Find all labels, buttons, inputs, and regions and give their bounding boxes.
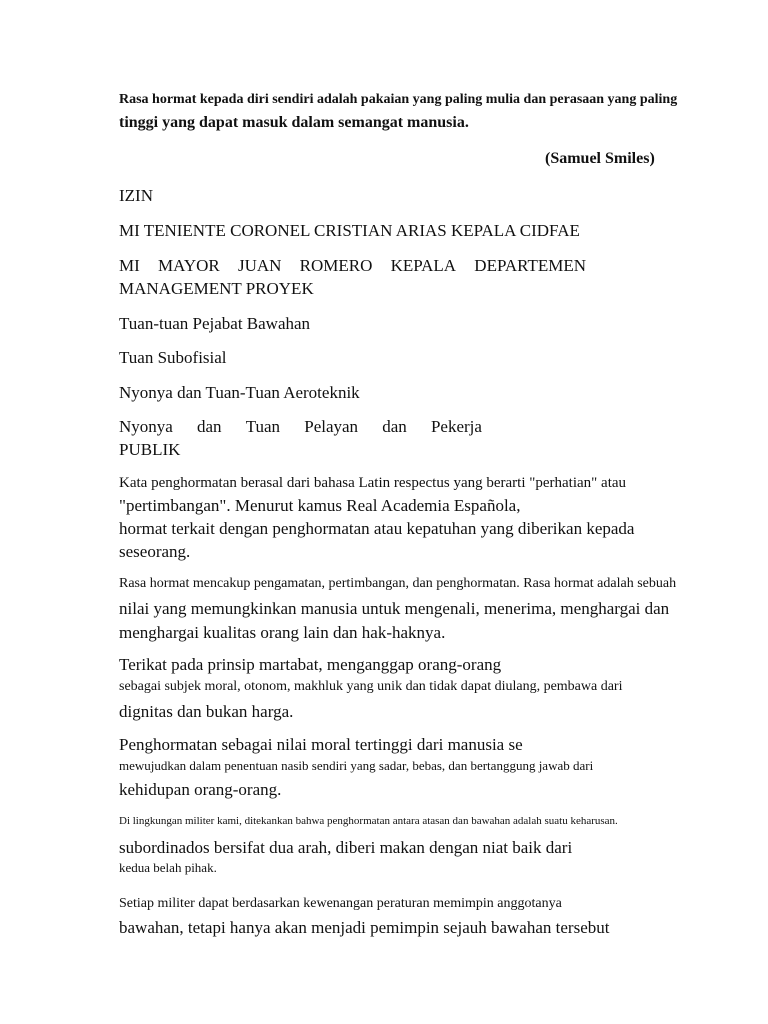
word: Tuan (245, 417, 281, 436)
salutation-line-3: MANAGEMENT PROYEK (119, 279, 314, 298)
paragraph-2-line-3: menghargai kualitas orang lain dan hak-haknya. (119, 623, 446, 642)
paragraph-4-line-1: Penghormatan sebagai nilai moral tertinggi dari manusia se (119, 735, 523, 754)
izin-heading: IZIN (119, 186, 153, 205)
word: dan (382, 417, 407, 436)
paragraph-3-line-1: Terikat pada prinsip martabat, menganggap orang-orang (119, 655, 502, 674)
paragraph-3-line-2: sebagai subjek moral, otonom, makhluk yang unik dan tidak dapat diulang, pembawa dari (119, 679, 623, 694)
quote-line-1: Rasa hormat kepada diri sendiri adalah pakaian yang paling mulia dan perasaan yang paling (119, 92, 678, 107)
paragraph-5-line-3: kedua belah pihak. (119, 860, 217, 875)
salutation-line-2 (119, 257, 586, 274)
salutation-line-4: Tuan-tuan Pejabat Bawahan (119, 314, 311, 333)
paragraph-1-line-3: hormat terkait dengan penghormatan atau kepatuhan yang diberikan kepada (119, 519, 635, 538)
word: MAYOR (158, 256, 220, 275)
word: KEPALA (390, 256, 457, 275)
paragraph-1-line-1: Kata penghormatan berasal dari bahasa Latin respectus yang berarti "perhatian" atau (119, 475, 627, 491)
paragraph-1-line-2: "pertimbangan". Menurut kamus Real Academia Española, (119, 496, 521, 515)
word: Nyonya (119, 417, 173, 436)
paragraph-1-line-4: seseorang. (119, 542, 191, 561)
salutation-line-1: MI TENIENTE CORONEL CRISTIAN ARIAS KEPALA CIDFAE (119, 221, 580, 240)
salutation-line-7 (119, 418, 482, 435)
word: MI (119, 256, 140, 275)
word: Pekerja (430, 417, 482, 436)
salutation-line-5: Tuan Subofisial (119, 348, 227, 367)
salutation-line-8: PUBLIK (119, 440, 181, 459)
paragraph-2-line-1: Rasa hormat mencakup pengamatan, pertimbangan, dan penghormatan. Rasa hormat adalah sebuah (119, 576, 677, 591)
paragraph-3-line-3: dignitas dan bukan harga. (119, 702, 294, 721)
quote-author: (Samuel Smiles) (545, 150, 655, 167)
paragraph-5-line-2: subordinados bersifat dua arah, diberi makan dengan niat baik dari (119, 838, 573, 857)
salutation-line-6: Nyonya dan Tuan-Tuan Aeroteknik (119, 383, 360, 402)
paragraph-5-line-1: Di lingkungan militer kami, ditekankan bahwa penghormatan antara atasan dan bawahan adalah suatu keharusan. (119, 815, 618, 827)
paragraph-6-line-2: bawahan, tetapi hanya akan menjadi pemimpin sejauh bawahan tersebut (119, 918, 610, 937)
quote-line-2: tinggi yang dapat masuk dalam semangat manusia. (119, 114, 469, 131)
paragraph-2-line-2: nilai yang memungkinkan manusia untuk mengenali, menerima, menghargai dan (119, 599, 670, 618)
word: ROMERO (299, 256, 373, 275)
word: dan (197, 417, 222, 436)
word: DEPARTEMEN (474, 256, 586, 275)
paragraph-6-line-1: Setiap militer dapat berdasarkan kewenangan peraturan memimpin anggotanya (119, 896, 562, 911)
word: JUAN (237, 256, 282, 275)
paragraph-4-line-2: mewujudkan dalam penentuan nasib sendiri yang sadar, bebas, dan bertanggung jawab dari (119, 758, 594, 773)
paragraph-4-line-3: kehidupan orang-orang. (119, 780, 282, 799)
word: Pelayan (304, 417, 359, 436)
